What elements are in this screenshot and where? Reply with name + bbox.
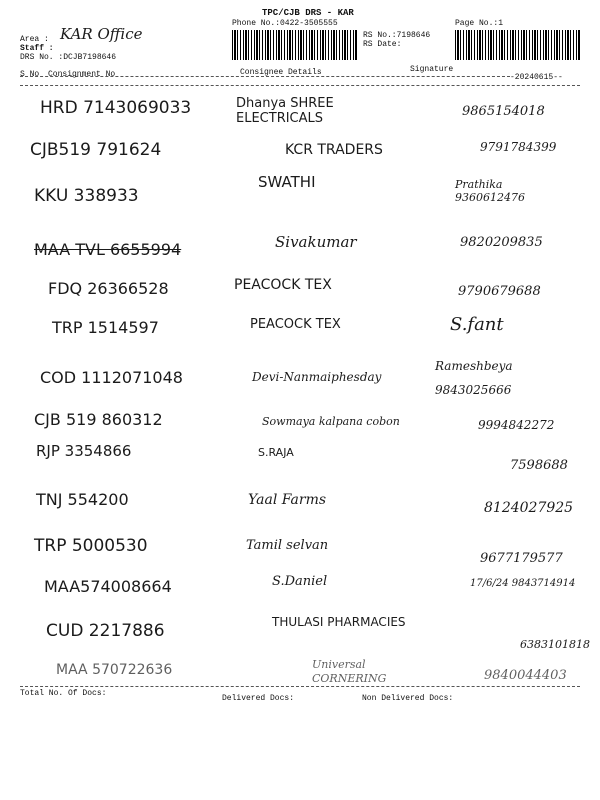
signature-phone: 6383101818 xyxy=(520,638,590,651)
consignee-name: Yaal Farms xyxy=(248,492,327,508)
consignee-name: KCR TRADERS xyxy=(285,142,383,158)
rs-date: RS Date: xyxy=(363,40,402,49)
signature-phone: 9790679688 xyxy=(458,284,541,299)
signature-phone: 8124027925 xyxy=(484,500,574,516)
header-rule-bottom xyxy=(20,85,580,86)
consignment-number: RJP 3354866 xyxy=(36,442,132,460)
consignment-number: CJB 519 860312 xyxy=(34,410,163,429)
consignee-header: Consignee Details xyxy=(240,68,322,77)
consignment-number: TRP 5000530 xyxy=(34,536,148,556)
consignee-name: SWATHI xyxy=(258,173,316,191)
consignment-number: TNJ 554200 xyxy=(36,490,129,509)
signature-header: Signature xyxy=(410,65,454,74)
consignment-number: MAA 570722636 xyxy=(56,662,173,678)
consignment-header: Consignment No xyxy=(48,70,116,79)
page-number: Page No.:1 xyxy=(455,19,504,28)
rs-number: RS No.:7198646 xyxy=(363,31,431,40)
signature-phone: S.fant xyxy=(450,314,504,335)
consignment-number: HRD 7143069033 xyxy=(40,98,192,118)
consignee-name: Sowmaya kalpana cobon xyxy=(262,415,400,428)
barcode-left xyxy=(232,30,357,60)
consignment-number: TRP 1514597 xyxy=(52,318,159,337)
consignee-name: Devi-Nanmaiphesday xyxy=(252,370,382,384)
area-value: KAR Office xyxy=(60,25,143,43)
barcode-right xyxy=(455,30,580,60)
non-delivered-docs: Non Delivered Docs: xyxy=(362,694,454,703)
signature-phone: Prathika 9360612476 xyxy=(455,178,525,204)
drs-number: DRS No. :DCJB7198646 xyxy=(20,53,117,62)
consignment-number: CJB519 791624 xyxy=(30,140,162,160)
consignee-name: Sivakumar xyxy=(275,233,357,251)
total-docs: Total No. Of Docs: xyxy=(20,689,107,698)
drs-title: TPC/CJB DRS - KAR xyxy=(262,8,354,18)
serial-no-header: S No xyxy=(20,70,40,79)
consignment-number: FDQ 26366528 xyxy=(48,279,169,298)
footer-rule xyxy=(20,686,580,687)
delivered-docs: Delivered Docs: xyxy=(222,694,295,703)
signature-phone: 9820209835 xyxy=(460,235,543,250)
signature-phone: 9994842272 xyxy=(478,418,555,432)
consignee-name: PEACOCK TEX xyxy=(234,277,332,293)
signature-phone: 7598688 xyxy=(510,458,568,473)
consignee-name: S.Daniel xyxy=(272,574,328,589)
phone-number: Phone No.:0422-3505555 xyxy=(232,19,338,28)
consignment-number: COD 1112071048 xyxy=(40,368,183,387)
consignment-number: MAA TVL 6655994 xyxy=(34,240,182,259)
area-label: Area : xyxy=(20,35,49,44)
signature-phone: Rameshbeya 9843025666 xyxy=(435,359,513,397)
date-stamp: -20240615-- xyxy=(510,73,563,82)
consignment-number: CUD 2217886 xyxy=(46,621,165,641)
signature-phone: 17/6/24 9843714914 xyxy=(470,578,576,589)
consignee-name: PEACOCK TEX xyxy=(250,317,341,332)
consignee-name: Universal CORNERING xyxy=(312,658,387,685)
consignee-name: S.RAJA xyxy=(258,446,294,459)
consignee-name: Tamil selvan xyxy=(246,538,329,553)
signature-phone: 9840044403 xyxy=(484,668,567,683)
consignment-number: KKU 338933 xyxy=(34,186,139,206)
signature-phone: 9677179577 xyxy=(480,551,563,566)
consignee-name: THULASI PHARMACIES xyxy=(272,615,406,629)
staff-label: Staff : xyxy=(20,44,54,53)
consignee-name: Dhanya SHREE ELECTRICALS xyxy=(236,96,334,126)
signature-phone: 9865154018 xyxy=(462,104,545,119)
signature-phone: 9791784399 xyxy=(480,140,557,154)
consignment-number: MAA574008664 xyxy=(44,577,172,596)
